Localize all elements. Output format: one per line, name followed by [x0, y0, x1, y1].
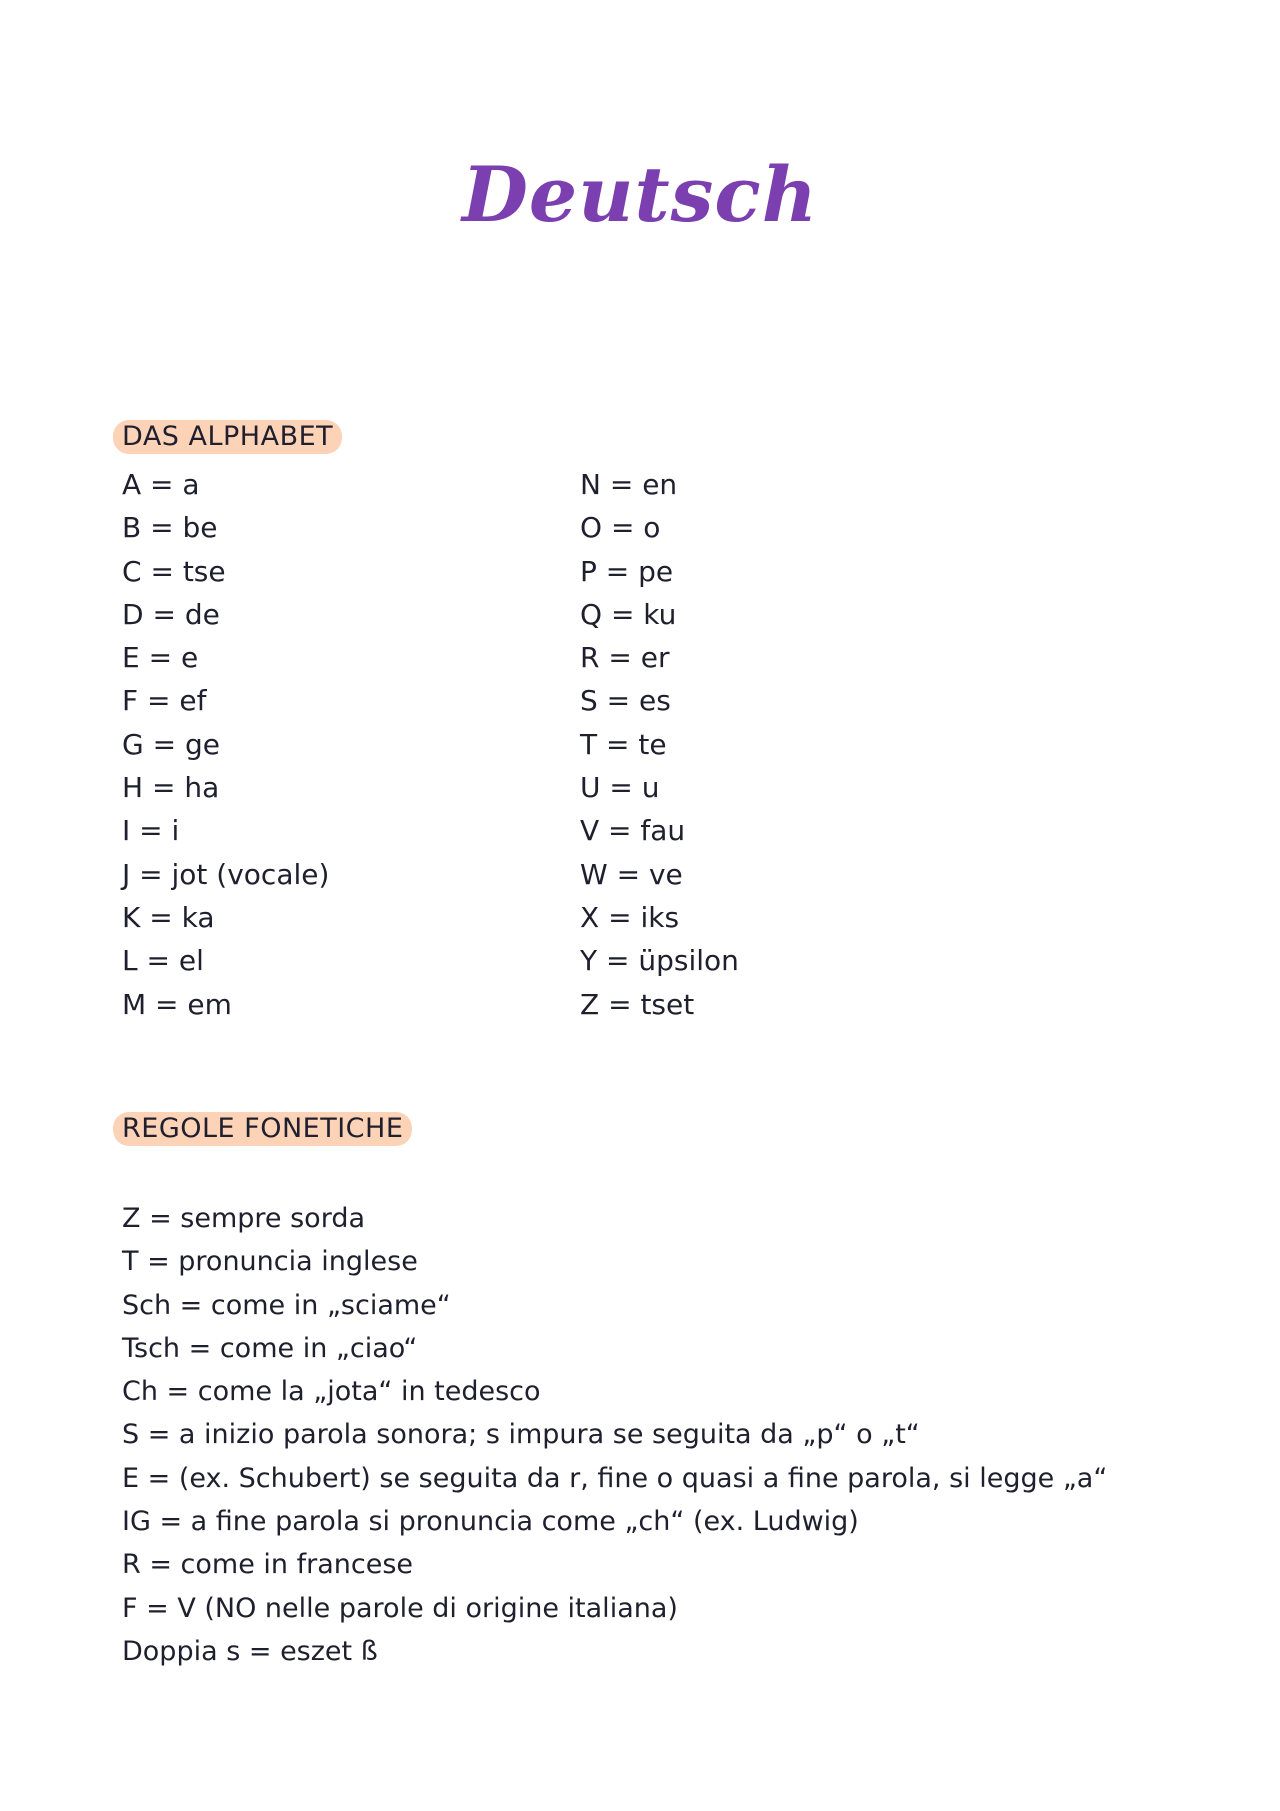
page-title: Deutsch [462, 150, 818, 239]
alphabet-entry: G = ge [122, 727, 220, 761]
alphabet-entry: Y = üpsilon [580, 944, 739, 978]
alphabet-entry: A = a [122, 468, 200, 501]
alphabet-list-right [580, 463, 739, 1026]
rule-item: T = pronuncia inglese [122, 1246, 418, 1278]
alphabet-list-left [122, 463, 329, 1026]
rule-item: E = (ex. Schubert) se seguita da r, fine o quasi a fine parola, si legge „a“ [122, 1462, 1108, 1494]
alphabet-entry: B = be [122, 511, 218, 545]
alphabet-entry: N = en [580, 468, 678, 501]
alphabet-entry: C = tse [122, 554, 226, 588]
alphabet-heading: DAS ALPHABET [113, 420, 342, 454]
alphabet-entry: X = iks [580, 900, 680, 934]
alphabet-entry: V = fau [580, 814, 686, 848]
alphabet-entry: S = es [580, 684, 671, 718]
rule-item: Sch = come in „sciame“ [122, 1289, 451, 1321]
alphabet-entry: O = o [580, 511, 661, 545]
alphabet-entry: D = de [122, 597, 220, 631]
rule-item: R = come in francese [122, 1549, 414, 1581]
alphabet-entry: Q = ku [580, 597, 677, 631]
rule-item: Ch = come la „jota“ in tedesco [122, 1376, 541, 1408]
alphabet-entry: J = jot (vocale) [122, 857, 330, 891]
alphabet-entry: W = ve [580, 857, 683, 891]
alphabet-entry: T = te [580, 727, 667, 761]
alphabet-entry: P = pe [580, 554, 674, 588]
rule-item: Doppia s = eszet ß [122, 1635, 378, 1667]
rule-item: F = V (NO nelle parole di origine italiana) [122, 1592, 678, 1624]
alphabet-entry: I = i [122, 814, 180, 848]
rule-item: Tsch = come in „ciao“ [122, 1332, 418, 1364]
rules-heading: REGOLE FONETICHE [113, 1112, 412, 1146]
alphabet-entry: M = em [122, 987, 232, 1021]
alphabet-entry: K = ka [122, 900, 215, 934]
rule-item: IG = a fine parola si pronuncia come „ch“ (ex. Ludwig) [122, 1506, 859, 1538]
alphabet-entry: H = ha [122, 771, 220, 805]
alphabet-entry: Z = tset [580, 987, 695, 1021]
alphabet-entry: E = e [122, 641, 199, 675]
rules-list [122, 1197, 1107, 1673]
alphabet-entry: R = er [580, 641, 670, 675]
alphabet-entry: U = u [580, 771, 660, 805]
rule-item: Z = sempre sorda [122, 1203, 365, 1234]
alphabet-entry: F = ef [122, 684, 207, 718]
alphabet-entry: L = el [122, 944, 204, 978]
rule-item: S = a inizio parola sonora; s impura se seguita da „p“ o „t“ [122, 1419, 920, 1451]
